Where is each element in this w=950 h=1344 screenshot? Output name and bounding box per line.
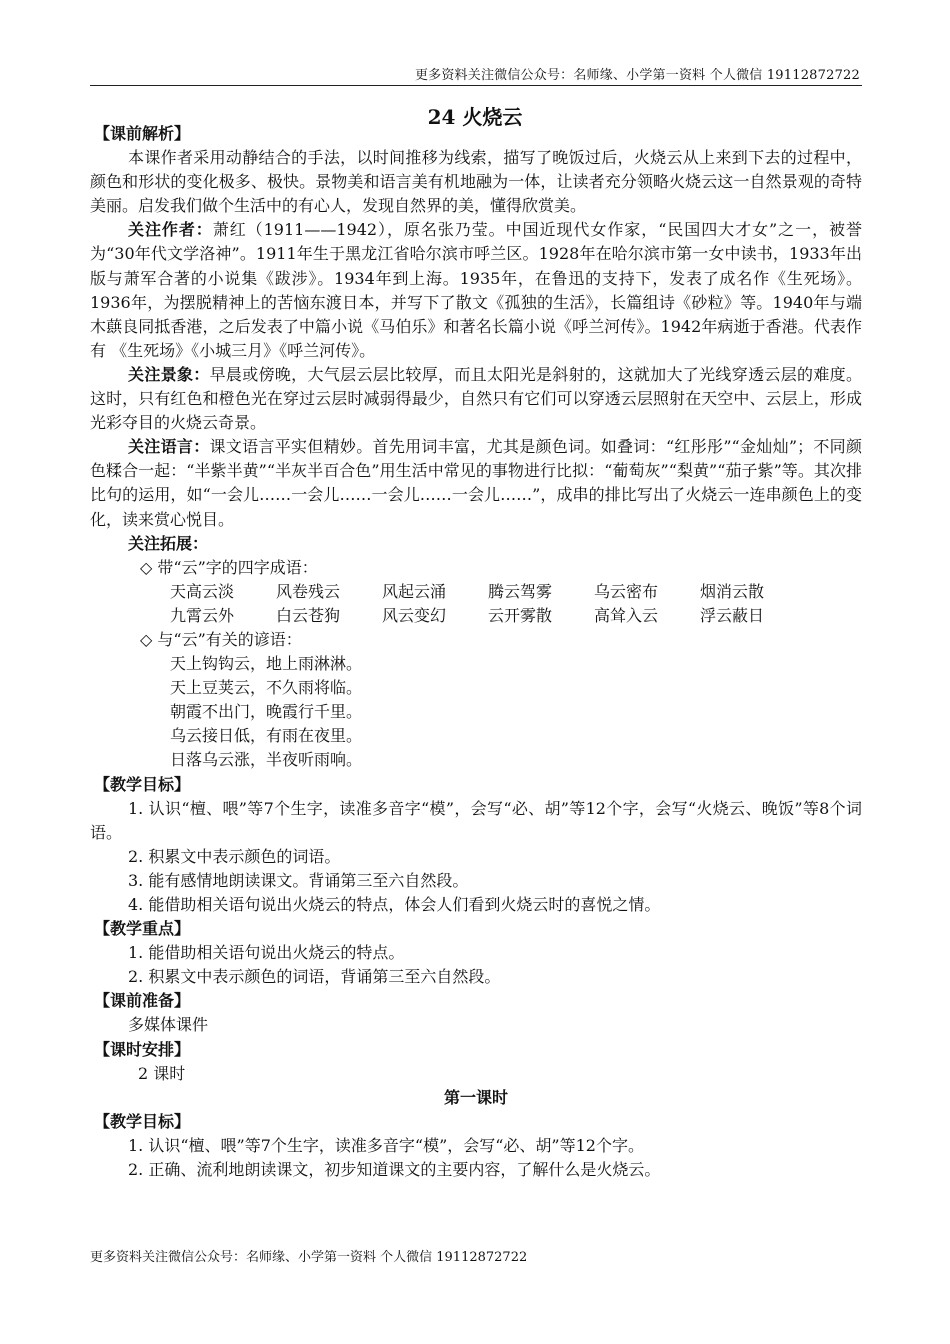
extension-label: 关注拓展： — [128, 533, 209, 553]
goal-item: 1. 认识“檀、喂”等7个生字，读准多音字“模”，会写“必、胡”等12个字，会写“火烧云、晚饭”等8个词语。 — [90, 798, 862, 842]
author-label: 关注作者： — [128, 220, 213, 240]
idiom: 风卷残云 — [276, 581, 341, 601]
scene-paragraph — [90, 363, 862, 435]
scene-text: 早晨或傍晚，大气层云层比较厚，而且太阳光是斜射的，这就加大了光线穿透云层的难度。这时，只有红色和橙色光在穿过云层时减弱得最少，自然只有它们可以穿透云层照射在天空中、云层上，形成光彩夺目的火烧云奇景。 — [90, 364, 862, 433]
section-heading-keypoints: 【教学重点】 — [94, 919, 191, 939]
goal-item: 4. 能借助相关语句说出火烧云的特点，体会人们看到火烧云时的喜悦之情。 — [128, 895, 661, 914]
idiom-row-2 — [90, 604, 862, 628]
proverb: 乌云接日低，有雨在夜里。 — [170, 726, 363, 746]
main-content — [90, 122, 862, 1182]
idiom: 高耸入云 — [594, 605, 659, 625]
idiom: 烟消云散 — [700, 581, 765, 601]
header-divider — [90, 85, 862, 86]
section-heading-schedule: 【课时安排】 — [94, 1039, 191, 1059]
idiom-bullet: ◇ 带“云”字的四字成语： — [140, 557, 318, 577]
proverb: 朝霞不出门，晚霞行千里。 — [170, 702, 363, 722]
page-footer: 更多资料关注微信公众号：名师缘、小学第一资料 个人微信 19112872722 — [90, 1250, 528, 1265]
keypoint-item: 1. 能借助相关语句说出火烧云的特点。 — [128, 943, 405, 963]
idiom: 云开雾散 — [488, 605, 553, 625]
idiom: 九霄云外 — [170, 605, 235, 625]
lesson1-goal-item: 1. 认识“檀、喂”等7个生字，读准多音字“模”，会写“必、胡”等12个字。 — [128, 1135, 644, 1155]
author-text: 萧红（1911——1942），原名张乃莹。中国近现代女作家，“民国四大才女”之一，被誉为“30年代文学洛神”。1911年生于黑龙江省哈尔滨市呼兰区。1928年在哈尔滨市第一女中读书，1933年出版与萧军合著的小说集《跋涉》。1934年到上海。1935年，在鲁迅的支持下，发表了成名作《生死场》。1936年，为摆脱精神上的苦恼东渡日本，并写下了散文《孤独的生活》，长篇组诗《砂粒》等。1940年与端木蕻良同抵香港，之后发表了中篇小说《马伯乐》和著名长篇小说《呼兰河传》。1942年病逝于香港。代表作有 《生死场》《小城三月》《呼兰河传》。 — [90, 220, 862, 360]
proverb-bullet: ◇ 与“云”有关的谚语： — [140, 629, 302, 649]
analysis-intro: 本课作者采用动静结合的手法，以时间推移为线索，描写了晚饭过后，火烧云从上来到下去的过程中，颜色和形状的变化极多、极快。景物美和语言美有机地融为一体，让读者充分领略火烧云这一自然景观的奇特美丽。启发我们做个生活中的有心人，发现自然界的美，懂得欣赏美。 — [90, 148, 862, 216]
language-paragraph — [90, 435, 862, 531]
proverb: 天上豆荚云，不久雨将临。 — [170, 678, 363, 698]
idiom: 风云变幻 — [382, 605, 447, 625]
language-text: 课文语言平实但精妙。首先用词丰富，尤其是颜色词。如叠词：“红彤彤”“金灿灿”；不同颜色糅合一起：“半紫半黄”“半灰半百合色”用生活中常见的事物进行比拟：“葡萄灰”“梨黄”“茄子紫”等。其次排比句的运用，如“一会儿……一会儿……一会儿……一会儿……”，成串的排比写出了火烧云一连串颜色上的变化，读来赏心悦目。 — [90, 437, 862, 529]
goal-item: 2. 积累文中表示颜色的词语。 — [128, 846, 341, 866]
lesson1-goal-item: 2. 正确、流利地朗读课文，初步知道课文的主要内容，了解什么是火烧云。 — [128, 1160, 661, 1180]
section-heading-analysis: 【课前解析】 — [94, 124, 191, 143]
proverb: 天上钩钩云，地上雨淋淋。 — [170, 654, 363, 674]
section-heading-prep: 【课前准备】 — [94, 991, 191, 1011]
scene-label: 关注景象： — [128, 364, 210, 384]
keypoint-item: 2. 积累文中表示颜色的词语，背诵第三至六自然段。 — [128, 967, 501, 987]
schedule-text: 2 课时 — [138, 1063, 186, 1083]
lesson-title: 24 火烧云 — [427, 105, 523, 129]
idiom: 腾云驾雾 — [488, 581, 553, 601]
idiom: 浮云蔽日 — [700, 605, 765, 625]
language-label: 关注语言： — [128, 437, 210, 457]
idiom-row-1 — [90, 580, 862, 604]
section-heading-goals: 【教学目标】 — [94, 774, 191, 794]
section-heading-lesson1-goals: 【教学目标】 — [94, 1111, 191, 1131]
idiom: 风起云涌 — [382, 581, 447, 601]
prep-text: 多媒体课件 — [128, 1015, 209, 1035]
goal-item: 3. 能有感情地朗读课文。背诵第三至六自然段。 — [128, 870, 469, 890]
idiom: 乌云密布 — [594, 581, 659, 601]
idiom: 白云苍狗 — [276, 605, 341, 625]
proverb: 日落乌云涨，半夜听雨响。 — [170, 750, 363, 770]
extension-paragraph — [90, 532, 862, 556]
author-paragraph — [90, 218, 862, 363]
page-header: 更多资料关注微信公众号：名师缘、小学第一资料 个人微信 19112872722 — [414, 68, 860, 83]
lesson-1-title: 第一课时 — [443, 1087, 508, 1107]
idiom: 天高云淡 — [170, 581, 235, 601]
